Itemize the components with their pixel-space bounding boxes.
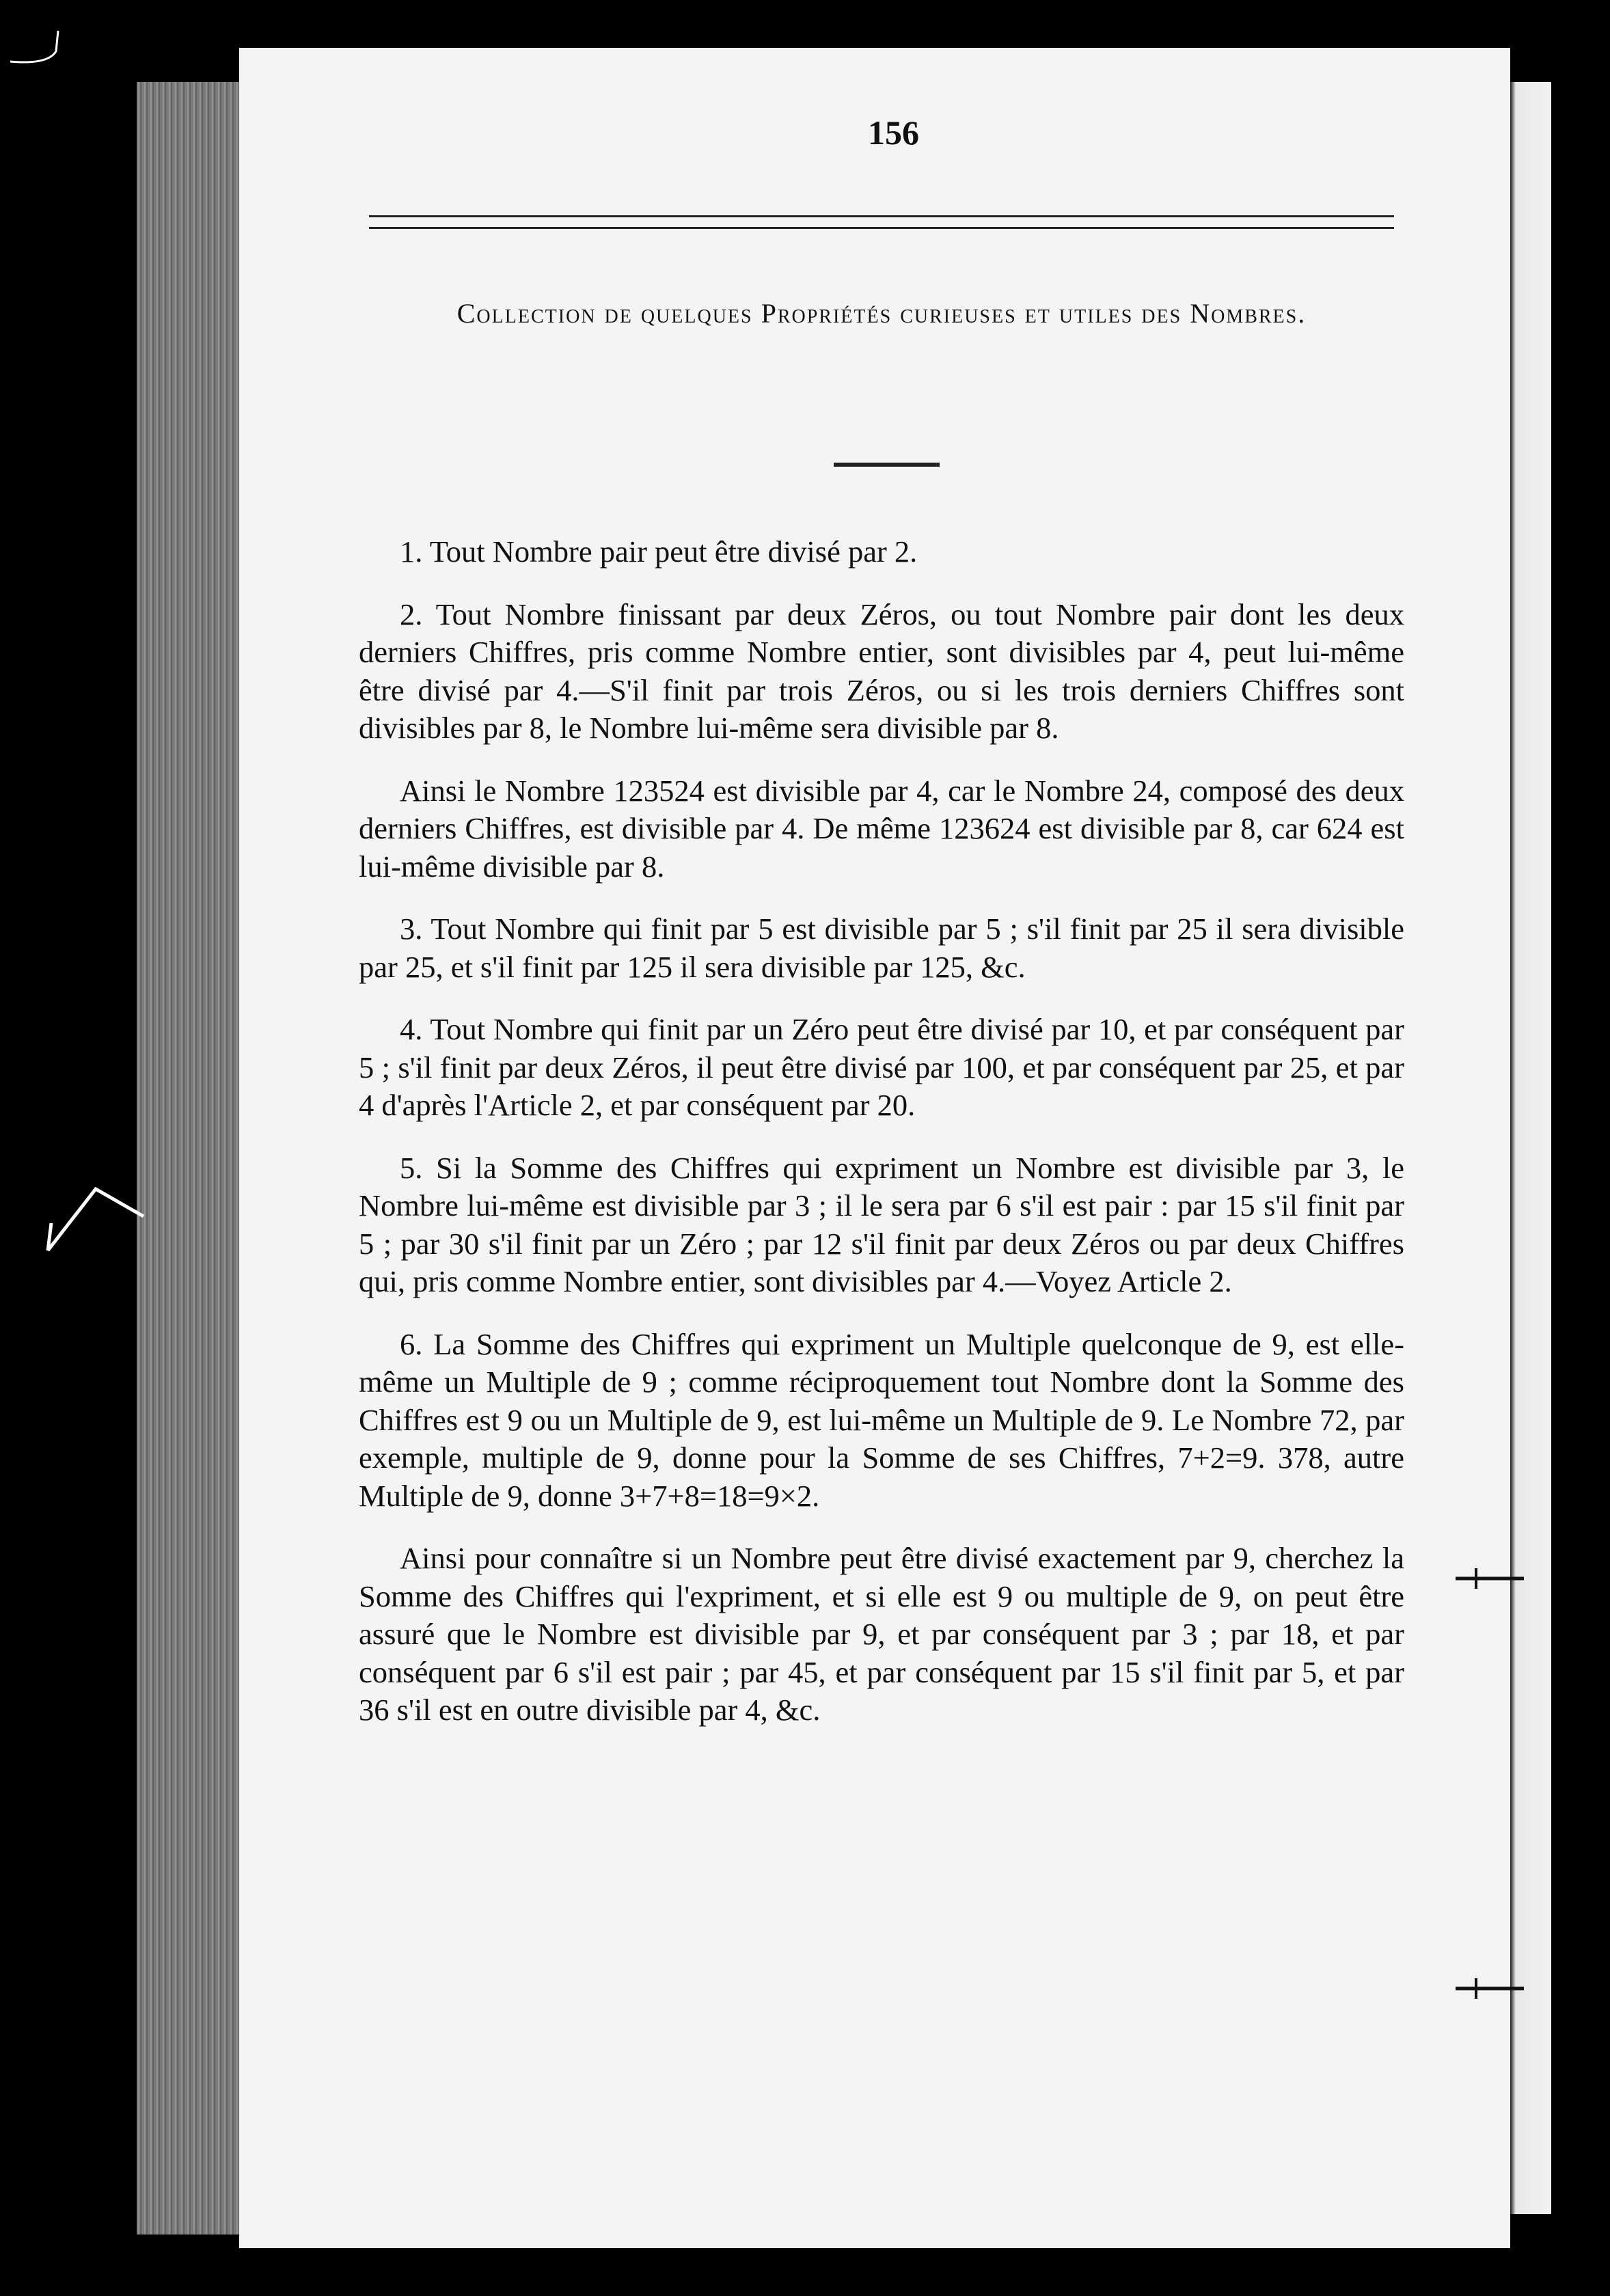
- paragraph-6: 6. La Somme des Chiffres qui expriment un Multiple quelconque de 9, est elle-même un Multiple de 9 ; comme réciproquement tout Nombre dont la Somme des Chiffres est 9 ou un Multiple de 9, est lui-même un Multiple de 9. Le Nombre 72, par exemple, multiple de 9, donne pour la Somme de ses Chiffres, 7+2=9. 378, autre Multiple de 9, donne 3+7+8=18=9×2.: [359, 1326, 1404, 1513]
- heading-separator-rule: [834, 463, 940, 467]
- section-heading: Collection de quelques Propriétés curieuses et utiles des Nombres.: [456, 298, 1307, 329]
- paragraph-4: 4. Tout Nombre qui finit par un Zéro peut être divisé par 10, et par conséquent par 5 ; s'il finit par deux Zéros, il peut être divisé par 100, et par conséquent par 25, et par 4 d'après l'Article 2, et par conséquent par 20.: [359, 1012, 1404, 1122]
- facing-page-edge: [1510, 82, 1551, 2214]
- edge-tick-mark-upper: [1456, 1565, 1524, 1592]
- book-spine: [137, 82, 239, 2234]
- page-number: 156: [868, 113, 919, 152]
- body-text: [359, 533, 1404, 1754]
- paragraph-1: 1. Tout Nombre pair peut être divisé par 2.: [400, 534, 918, 569]
- paragraph-3: 3. Tout Nombre qui finit par 5 est divisible par 5 ; s'il finit par 25 il sera divisible par 25, et s'il finit par 125 il sera divisible par 125, &c.: [359, 912, 1404, 984]
- paragraph-6-example: Ainsi pour connaître si un Nombre peut être divisé exactement par 9, cherchez la Somme des Chiffres qui l'expriment, et si elle est 9 ou multiple de 9, on peut être assuré que le Nombre est divisible par 9, et par conséquent par 3 ; par 18, et par conséquent par 6 s'il est pair ; par 45, et par conséquent par 15 s'il finit par 5, et par 36 s'il est en outre divisible par 4, &c.: [359, 1541, 1404, 1727]
- header-double-rule: [369, 215, 1394, 229]
- paragraph-2-example: Ainsi le Nombre 123524 est divisible par 4, car le Nombre 24, composé des deux derniers Chiffres, est divisible par 4. De même 123624 est divisible par 8, car 624 est lui-même divisible par 8.: [359, 773, 1404, 884]
- edge-tick-mark-lower: [1456, 1975, 1524, 2002]
- paragraph-5: 5. Si la Somme des Chiffres qui expriment un Nombre est divisible par 3, le Nombre lui-même est divisible par 3 ; il le sera par 6 s'il est pair : par 15 s'il finit par 5 ; par 30 s'il finit par un Zéro ; par 12 s'il finit par deux Zéros ou par deux Chiffres qui, pris comme Nombre entier, sont divisibles par 4.—Voyez Article 2.: [359, 1150, 1404, 1298]
- paragraph-2: 2. Tout Nombre finissant par deux Zéros, ou tout Nombre pair dont les deux derniers Chiffres, pris comme Nombre entier, sont divisibles par 4, peut lui-même être divisé par 4.—S'il finit par trois Zéros, ou si les trois derniers Chiffres sont divisibles par 8, le Nombre lui-même sera divisible par 8.: [359, 597, 1404, 745]
- margin-arrow-mark: [41, 1175, 150, 1257]
- corner-pen-mark: [7, 27, 68, 68]
